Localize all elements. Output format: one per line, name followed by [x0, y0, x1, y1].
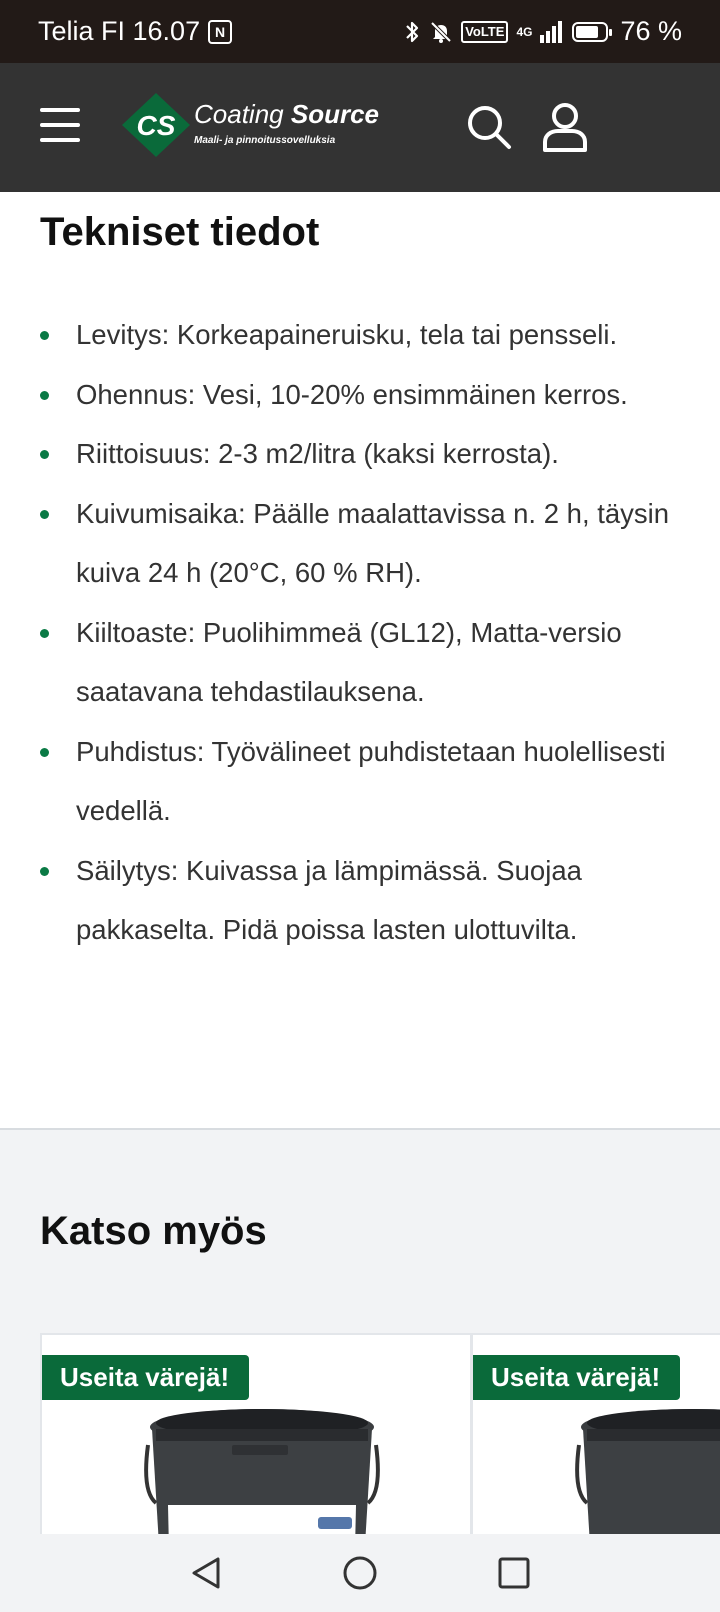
product-card[interactable]	[40, 1333, 472, 1534]
color-badge: Useita värejä!	[40, 1355, 249, 1400]
logo-text-light: Coating	[194, 99, 284, 129]
status-left	[38, 16, 232, 47]
carrier-time: Telia FI 16.07	[38, 16, 201, 46]
bluetooth-icon	[403, 20, 421, 44]
search-icon[interactable]	[465, 103, 513, 151]
spec-item: Riittoisuus: 2-3 m2/litra (kaksi kerrosta).	[40, 424, 680, 484]
status-bar	[0, 0, 720, 63]
product-image	[573, 1405, 720, 1534]
logo-text-bold: Source	[290, 99, 380, 129]
bell-off-icon	[429, 20, 453, 44]
home-icon[interactable]	[342, 1555, 378, 1591]
battery-icon	[572, 22, 608, 42]
system-nav-bar	[0, 1534, 720, 1612]
site-header	[0, 63, 720, 192]
spec-item: Ohennus: Vesi, 10-20% ensimmäinen kerros.	[40, 365, 680, 425]
network-type: 4G	[516, 24, 533, 39]
spec-list	[40, 305, 680, 960]
signal-icon	[540, 21, 564, 43]
section-title: Tekniset tiedot	[40, 210, 320, 254]
battery-percent: 76 %	[620, 16, 682, 46]
color-badge: Useita värejä!	[471, 1355, 680, 1400]
spec-item: Puhdistus: Työvälineet puhdistetaan huolellisesti vedellä.	[40, 722, 680, 841]
site-logo[interactable]	[122, 91, 382, 163]
user-account-icon[interactable]	[542, 102, 588, 152]
logo-mark	[122, 93, 190, 157]
tech-specs-section	[0, 192, 720, 1128]
logo-mark-text: CS	[136, 110, 176, 141]
spec-item: Kiiltoaste: Puolihimmeä (GL12), Matta-versio saatavana tehdastilauksena.	[40, 603, 680, 722]
back-icon[interactable]	[188, 1555, 224, 1591]
spec-item: Kuivumisaika: Päälle maalattavissa n. 2 h, täysin kuiva 24 h (20°C, 60 % RH).	[40, 484, 680, 603]
recent-apps-icon[interactable]	[497, 1556, 531, 1590]
spec-item: Levitys: Korkeapaineruisku, tela tai pensseli.	[40, 305, 680, 365]
spec-item: Säilytys: Kuivassa ja lämpimässä. Suojaa pakkaselta. Pidä poissa lasten ulottuvilta.	[40, 841, 680, 960]
logo-text	[194, 99, 379, 130]
product-card[interactable]	[471, 1333, 720, 1534]
status-right	[403, 16, 682, 47]
volte-badge: VoLTE	[461, 21, 508, 43]
see-also-section	[0, 1128, 720, 1534]
menu-button[interactable]	[40, 108, 80, 142]
logo-tagline: Maali- ja pinnoitussovelluksia	[194, 135, 336, 146]
nfc-icon: N	[208, 20, 232, 44]
product-image	[142, 1405, 382, 1534]
see-also-title: Katso myös	[40, 1209, 267, 1253]
